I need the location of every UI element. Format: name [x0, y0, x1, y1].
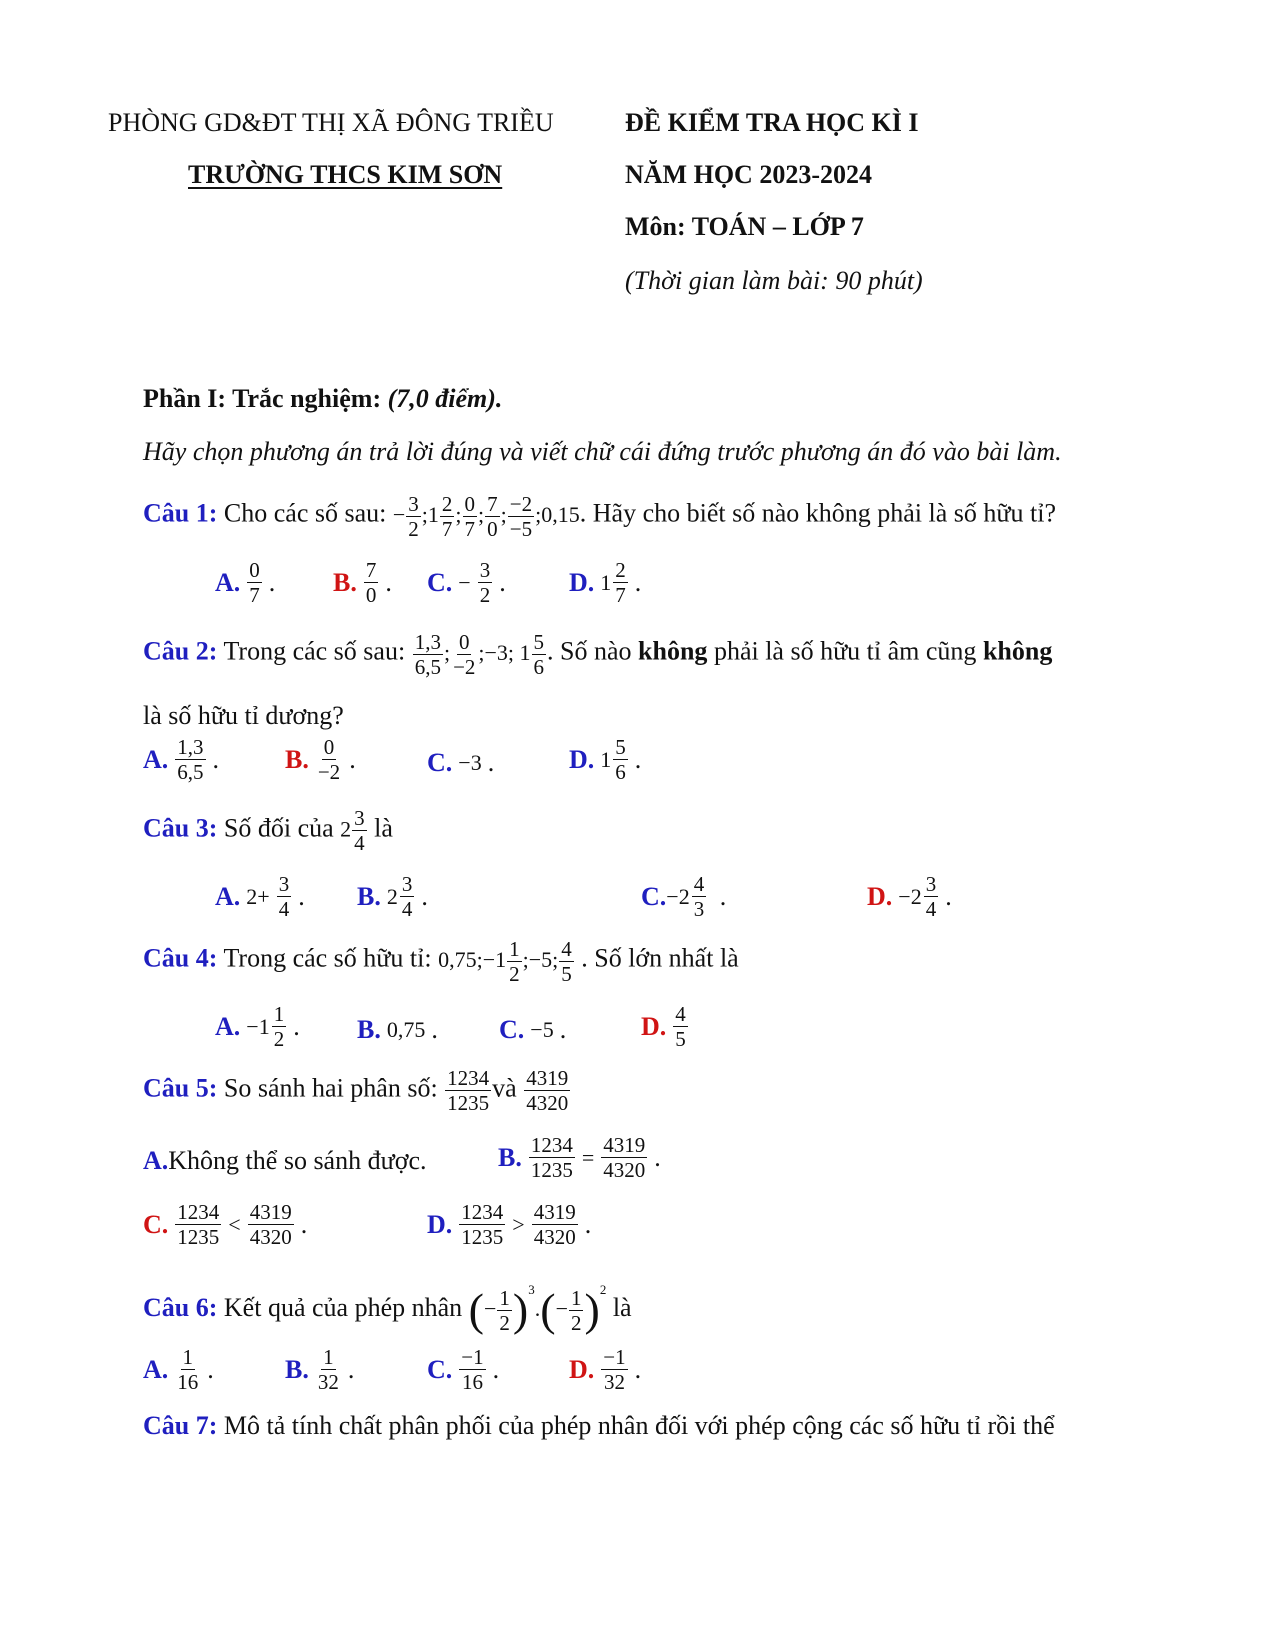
q6-option-d[interactable]: D. — [569, 1354, 595, 1384]
q4-label: Câu 4: — [143, 943, 218, 973]
school-name: TRƯỜNG THCS KIM SƠN — [188, 160, 503, 189]
school-year: NĂM HỌC 2023-2024 — [625, 160, 872, 189]
q3-option-d[interactable]: D. — [867, 881, 893, 911]
q6-text: Kết quả của phép nhân — [223, 1293, 463, 1322]
q2-text: Trong các số sau: — [223, 636, 406, 666]
q1-option-d[interactable]: D. — [569, 567, 595, 597]
q2-option-b[interactable]: B. — [285, 744, 309, 774]
q4-text: Trong các số hữu tỉ: — [223, 943, 432, 973]
q4-option-b[interactable]: B. — [357, 1015, 381, 1044]
q2-tail2: phải là số hữu tỉ âm cũng — [713, 636, 977, 666]
q2-tail1: . Số nào — [547, 636, 632, 666]
q3-option-c[interactable]: C. — [641, 881, 667, 911]
q4-tail: . Số lớn nhất là — [581, 943, 739, 973]
question-3: Câu 3: Số đối của 2 $\frac{3}{4}$ là — [143, 806, 393, 855]
exam-title: ĐỀ KIỂM TRA HỌC KÌ I — [625, 108, 919, 137]
q5-option-a[interactable]: A. — [143, 1146, 169, 1175]
q1-option-c[interactable]: C. — [427, 567, 453, 597]
q2-label: Câu 2: — [143, 636, 218, 666]
q1-numbers: − $\frac{3}{2}$ ;1 $\frac{2}{7}$ ; $\frac{0}{7}$ ; $\frac{7}{0}$ ; $\frac{-2}{-5}$ ;0,15 — [392, 492, 580, 541]
q7-text: Mô tả tính chất phân phối của phép nhân đối với phép cộng các số hữu tỉ rồi thể — [223, 1411, 1055, 1440]
q2-keyword-2: không — [982, 636, 1053, 666]
q3-text: Số đối của — [223, 813, 334, 843]
duration: (Thời gian làm bài: 90 phút) — [625, 266, 923, 295]
q1-text: Cho các số sau: — [223, 498, 387, 528]
part1-heading — [143, 383, 502, 415]
q2-line2: là số hữu tỉ dương? — [143, 701, 344, 730]
question-2 — [143, 630, 1052, 679]
q2-option-c[interactable]: C. — [427, 748, 453, 777]
q6-option-a[interactable]: A. — [143, 1354, 169, 1384]
q5-text: So sánh hai phân số: — [223, 1073, 438, 1103]
q1-option-a[interactable]: A. — [215, 567, 241, 597]
q1-label: Câu 1: — [143, 498, 218, 528]
part1-title: Phần I: Trắc nghiệm: — [143, 384, 382, 413]
q5-and: và — [492, 1073, 517, 1103]
q4-option-b-value: 0,75 — [386, 1017, 426, 1042]
q2-numbers: $\frac{1,3}{6,5}$ ; $\frac{0}{-2}$ ;−3; 1 $\frac{5}{6}$ — [414, 630, 545, 679]
q2-option-c-value: −3 — [458, 750, 482, 775]
q1-option-b[interactable]: B. — [333, 567, 357, 597]
q1-tail: . Hãy cho biết số nào không phải là số hữu tỉ? — [579, 498, 1056, 528]
q5-option-d[interactable]: D. — [427, 1209, 453, 1239]
q2-option-d[interactable]: D. — [569, 744, 595, 774]
q4-option-c-value: −5 — [530, 1017, 554, 1042]
q3-option-b[interactable]: B. — [357, 881, 381, 911]
question-7 — [143, 1410, 1055, 1442]
part1-instruction: Hãy chọn phương án trả lời đúng và viết chữ cái đứng trước phương án đó vào bài làm. — [143, 437, 1062, 466]
q2-option-a[interactable]: A. — [143, 744, 169, 774]
q2-keyword-1: không — [638, 636, 708, 666]
department-name: PHÒNG GD&ĐT THỊ XÃ ĐÔNG TRIỀU — [108, 108, 554, 137]
subject: Môn: TOÁN – LỚP 7 — [625, 212, 864, 241]
q3-label: Câu 3: — [143, 813, 218, 843]
q3-option-a[interactable]: A. — [215, 881, 241, 911]
q7-label: Câu 7: — [143, 1411, 218, 1440]
q4-option-c[interactable]: C. — [499, 1015, 525, 1044]
q6-option-c[interactable]: C. — [427, 1354, 453, 1384]
q6-option-b[interactable]: B. — [285, 1354, 309, 1384]
q5-label: Câu 5: — [143, 1073, 218, 1103]
q6-tail: là — [612, 1293, 632, 1322]
question-4: Câu 4: Trong các số hữu tỉ: 0,75;−1 $\frac{1}{2}$ ;−5; $\frac{4}{5}$ . Số lớn nhất là — [143, 937, 739, 986]
question-1 — [143, 492, 1056, 541]
question-5: Câu 5: So sánh hai phân số: $\frac{1234}{1235}$ và $\frac{4319}{4320}$ — [143, 1066, 569, 1115]
q4-option-d[interactable]: D. — [641, 1011, 667, 1041]
q5-option-c[interactable]: C. — [143, 1209, 169, 1239]
part1-points: (7,0 điểm). — [387, 384, 503, 413]
q5-option-b[interactable]: B. — [498, 1142, 522, 1172]
q6-label: Câu 6: — [143, 1293, 218, 1322]
question-6: Câu 6: Kết quả của phép nhân (− $\frac{1}{2}$ )$^3$.(− $\frac{1}{2}$ )$^2$ là — [143, 1282, 632, 1336]
q3-tail: là — [374, 813, 393, 843]
q5-option-a-text: Không thể so sánh được. — [168, 1146, 427, 1175]
q4-option-a[interactable]: A. — [215, 1011, 241, 1041]
